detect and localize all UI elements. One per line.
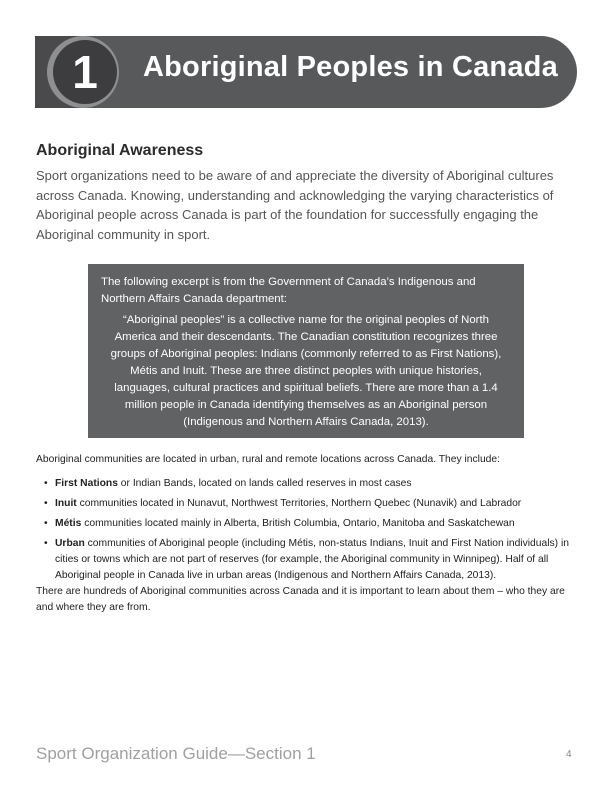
list-item [44,536,584,584]
excerpt-quote: “Aboriginal peoples” is a collective name for the original peoples of North America and their descendants. The Canadian constitution recognizes three groups of Aboriginal peoples: Indians (commonly referred to as First Nations), Métis and Inuit. These are three distinct peoples with unique histories, languages, cultural practices and spiritual beliefs. There are more than a 1.4 million people in Canada identifying themselves as an Aboriginal person (Indigenous and Northern Affairs Canada, 2013). [110,314,502,428]
list-item [44,516,584,532]
footer-title: Sport Organization Guide—Section 1 [36,744,316,763]
list-item [44,476,584,492]
community-term: Inuit [55,498,77,509]
community-description: communities of Aboriginal people (including Métis, non-status Indians, Inuit and First Nation individuals) in cities or towns which are not part of reserves (for example, the Aboriginal community in Winnipeg). Half of all Aboriginal people in Canada live in urban areas (Indigenous and Northern Affairs Canada, 2013). [55,538,569,581]
community-list [44,476,584,588]
community-term: Métis [55,518,82,529]
community-term: Urban [55,538,85,549]
chapter-title: Aboriginal Peoples in Canada [143,51,558,83]
community-description: communities located in Nunavut, Northwest Territories, Northern Quebec (Nunavik) and Labrador [76,498,522,509]
bullet-icon: • [44,538,48,549]
section-heading: Aboriginal Awareness [36,142,204,159]
page-number: 4 [566,749,572,760]
community-description: or Indian Bands, located on lands called reserves in most cases [117,478,412,489]
chapter-number: 1 [53,40,117,104]
bullet-icon: • [44,518,48,529]
communities-lead: Aboriginal communities are located in urban, rural and remote locations across Canada. They include: [36,454,500,465]
excerpt-box [88,264,524,438]
closing-paragraph: There are hundreds of Aboriginal communities across Canada and it is important to learn about them – who they are and where they are from. [36,586,565,613]
community-description: communities located mainly in Alberta, British Columbia, Ontario, Manitoba and Saskatchewan [81,518,515,529]
intro-paragraph: Sport organizations need to be aware of and appreciate the diversity of Aboriginal cultures across Canada. Knowing, understanding and acknowledging the varying characteristics of Aboriginal people across Canada is part of the foundation for successfully engaging the Aboriginal community in sport. [36,168,554,242]
chapter-banner [35,36,577,108]
list-item [44,496,584,512]
community-term: First Nations [55,478,118,489]
excerpt-intro: The following excerpt is from the Government of Canada’s Indigenous and Northern Affairs Canada department: [101,276,476,305]
bullet-icon: • [44,478,48,489]
bullet-icon: • [44,498,48,509]
